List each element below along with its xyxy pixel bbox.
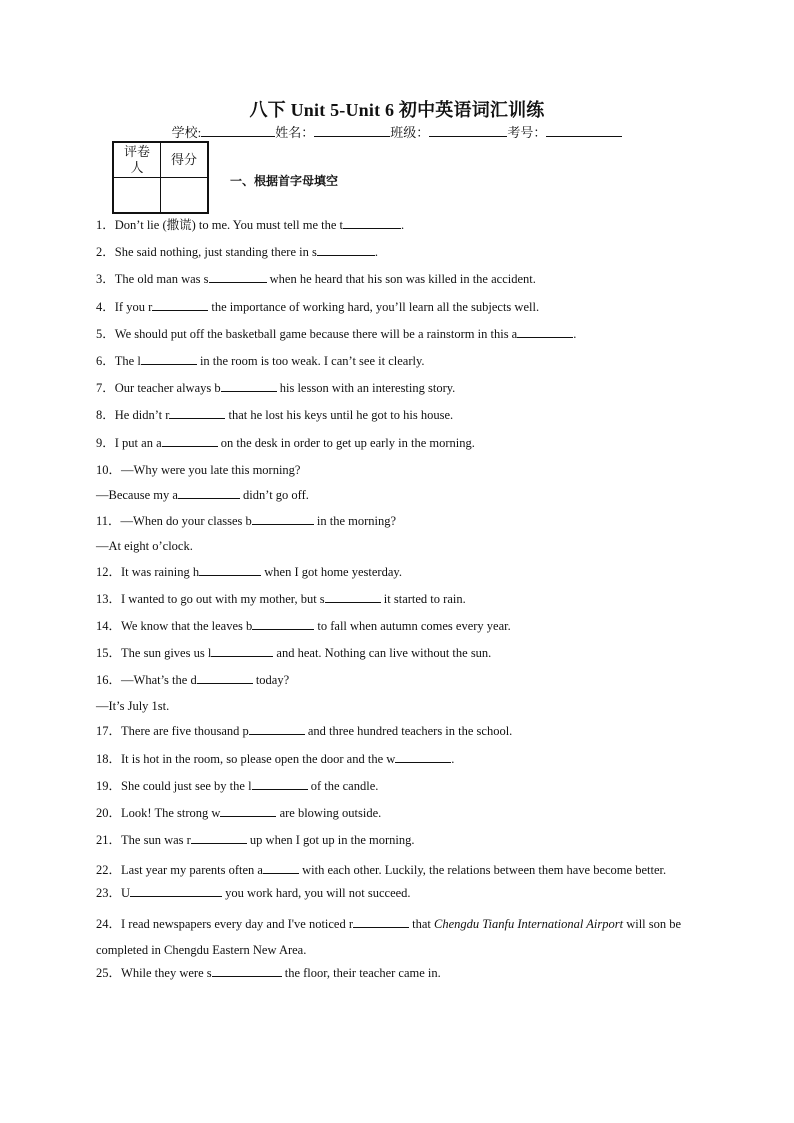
question-number: 20． bbox=[96, 806, 122, 820]
score-header: 得分 bbox=[161, 142, 209, 178]
question-number: 25． bbox=[96, 965, 122, 980]
question-text: If you r bbox=[114, 299, 153, 314]
grader-cell[interactable] bbox=[113, 178, 161, 214]
question-text-end: . bbox=[573, 326, 577, 341]
question-11 bbox=[96, 511, 706, 537]
question-text-end: it started to rain. bbox=[380, 591, 466, 606]
question-text-end: in the room is too weak. I can’t see it clearly. bbox=[196, 353, 425, 368]
question-text: It is hot in the room, so please open the door and the w bbox=[121, 751, 396, 766]
question-24 bbox=[96, 911, 706, 963]
class-label: 班级： bbox=[390, 125, 430, 140]
question-text: —Why were you late this morning? bbox=[121, 462, 301, 477]
question-number: 19． bbox=[96, 778, 122, 793]
question-number: 12． bbox=[96, 564, 122, 579]
answer-blank[interactable] bbox=[252, 777, 308, 790]
answer-blank[interactable] bbox=[197, 671, 253, 684]
question-text-end: the importance of working hard, you’ll learn all the subjects well. bbox=[208, 299, 540, 314]
question-text-end: didn’t go off. bbox=[239, 488, 309, 503]
section-title: 一、根据首字母填空 bbox=[230, 174, 339, 188]
question-number: 5． bbox=[96, 326, 115, 341]
answer-blank[interactable] bbox=[141, 352, 197, 365]
question-10-answer bbox=[96, 485, 706, 511]
question-25 bbox=[96, 963, 706, 990]
answer-blank[interactable] bbox=[169, 406, 225, 419]
answer-blank[interactable] bbox=[343, 216, 401, 229]
question-number: 15． bbox=[96, 646, 122, 661]
question-number: 3． bbox=[96, 272, 115, 287]
name-blank[interactable] bbox=[314, 124, 390, 137]
question-number: 21． bbox=[96, 833, 122, 848]
question-text: —It’s July 1st. bbox=[96, 698, 170, 713]
school-label: 学校: bbox=[171, 125, 202, 140]
question-text-end: . bbox=[374, 245, 378, 260]
page-title: 八下 Unit 5-Unit 6 初中英语词汇训练 bbox=[249, 100, 545, 120]
question-18 bbox=[96, 749, 706, 776]
question-text: I put an a bbox=[114, 435, 162, 450]
name-label: 姓名： bbox=[275, 125, 315, 140]
question-21 bbox=[96, 830, 706, 857]
answer-blank[interactable] bbox=[191, 831, 247, 844]
question-text-end: when he heard that his son was killed in the accident. bbox=[266, 272, 536, 287]
question-number: 9． bbox=[96, 435, 115, 450]
answer-blank[interactable] bbox=[252, 617, 314, 630]
question-10 bbox=[96, 460, 706, 486]
question-5 bbox=[96, 324, 706, 351]
question-text-end: and three hundred teachers in the school. bbox=[304, 724, 513, 739]
question-list bbox=[96, 215, 706, 990]
question-text: The l bbox=[114, 353, 141, 368]
answer-blank[interactable] bbox=[395, 750, 451, 763]
question-14 bbox=[96, 616, 706, 643]
question-number: 8． bbox=[96, 408, 115, 423]
question-4 bbox=[96, 297, 706, 324]
question-text-end: to fall when autumn comes every year. bbox=[314, 619, 511, 634]
question-text: It was raining h bbox=[121, 564, 200, 579]
question-text-end: on the desk in order to get up early in the morning. bbox=[217, 435, 475, 450]
question-text-end: and heat. Nothing can live without the sun. bbox=[273, 646, 492, 661]
airport-name: Chengdu Tianfu International Airport bbox=[434, 916, 624, 931]
question-text-end: up when I got up in the morning. bbox=[246, 833, 415, 848]
question-number: 10． bbox=[96, 462, 122, 477]
student-info-line bbox=[0, 122, 794, 141]
question-text: Our teacher always b bbox=[114, 381, 221, 396]
question-text: We should put off the basketball game because there will be a rainstorm in this a bbox=[114, 326, 518, 341]
question-16-answer bbox=[96, 696, 706, 722]
question-number: 11． bbox=[96, 513, 121, 528]
question-text-end: . bbox=[401, 218, 405, 232]
question-3 bbox=[96, 269, 706, 296]
question-text-end: of the candle. bbox=[307, 778, 379, 793]
question-text-end: are blowing outside. bbox=[276, 806, 382, 820]
question-text: Last year my parents often a bbox=[121, 863, 263, 878]
question-16 bbox=[96, 670, 706, 696]
question-text: She could just see by the l bbox=[121, 778, 252, 793]
question-6 bbox=[96, 351, 706, 378]
question-number: 6． bbox=[96, 353, 115, 368]
answer-blank[interactable] bbox=[263, 861, 299, 874]
question-text: —Because my a bbox=[96, 488, 178, 503]
question-17 bbox=[96, 721, 706, 748]
question-15 bbox=[96, 643, 706, 670]
question-19 bbox=[96, 776, 706, 803]
answer-blank[interactable] bbox=[199, 563, 261, 576]
question-text-end: that he lost his keys until he got to his house. bbox=[225, 408, 454, 423]
answer-blank[interactable] bbox=[220, 804, 276, 817]
question-text: Look! The strong w bbox=[121, 806, 221, 820]
question-text-end: the floor, their teacher came in. bbox=[281, 965, 441, 980]
question-text: I wanted to go out with my mother, but s bbox=[121, 591, 325, 606]
grader-header bbox=[113, 142, 161, 178]
question-11-answer bbox=[96, 536, 706, 562]
question-text: We know that the leaves b bbox=[121, 619, 253, 634]
question-7 bbox=[96, 378, 706, 405]
class-blank[interactable] bbox=[429, 124, 507, 137]
question-text-end: today? bbox=[252, 673, 290, 688]
answer-blank[interactable] bbox=[211, 644, 273, 657]
answer-blank[interactable] bbox=[152, 298, 208, 311]
question-text: —What’s the d bbox=[121, 673, 197, 688]
question-12 bbox=[96, 562, 706, 589]
question-text: She said nothing, just standing there in s bbox=[114, 245, 317, 260]
answer-blank[interactable] bbox=[353, 915, 409, 928]
question-text: While they were s bbox=[121, 965, 212, 980]
question-number: 13． bbox=[96, 591, 122, 606]
answer-blank[interactable] bbox=[162, 434, 218, 447]
question-1 bbox=[96, 215, 706, 242]
question-text-end: when I got home yesterday. bbox=[261, 564, 402, 579]
answer-blank[interactable] bbox=[317, 243, 375, 256]
question-13 bbox=[96, 589, 706, 616]
question-number: 7． bbox=[96, 381, 115, 396]
question-20 bbox=[96, 803, 706, 830]
school-blank[interactable] bbox=[201, 124, 275, 137]
question-text: There are five thousand p bbox=[121, 724, 249, 739]
question-text: —At eight o’clock. bbox=[96, 539, 193, 554]
answer-blank[interactable] bbox=[130, 884, 222, 897]
question-number: 17． bbox=[96, 724, 122, 739]
question-text: He didn’t r bbox=[114, 408, 170, 423]
answer-blank[interactable] bbox=[221, 379, 277, 392]
question-text-end: will son be completed in Chengdu Eastern New Area. bbox=[96, 916, 682, 957]
question-text: The sun gives us l bbox=[121, 646, 212, 661]
grader-label: 评卷人 bbox=[123, 144, 150, 175]
question-number: 1． bbox=[96, 218, 115, 232]
question-number: 23． bbox=[96, 886, 122, 901]
question-9 bbox=[96, 433, 706, 460]
question-number: 2． bbox=[96, 245, 115, 260]
question-text: U bbox=[121, 886, 131, 901]
question-text-end: you work hard, you will not succeed. bbox=[222, 886, 411, 901]
question-8 bbox=[96, 405, 706, 432]
question-2 bbox=[96, 242, 706, 269]
question-23 bbox=[96, 883, 706, 910]
score-table bbox=[112, 141, 209, 214]
question-number: 4． bbox=[96, 299, 115, 314]
answer-blank[interactable] bbox=[249, 722, 305, 735]
answer-blank[interactable] bbox=[212, 964, 282, 977]
question-text-end: with each other. Luckily, the relations between them have become better. bbox=[298, 863, 667, 878]
question-number: 14． bbox=[96, 619, 122, 634]
answer-blank[interactable] bbox=[252, 512, 314, 525]
score-cell[interactable] bbox=[161, 178, 209, 214]
question-text-end: in the morning? bbox=[313, 513, 397, 528]
question-number: 18． bbox=[96, 751, 122, 766]
answer-blank[interactable] bbox=[325, 590, 381, 603]
answer-blank[interactable] bbox=[178, 486, 240, 499]
exam-no-blank[interactable] bbox=[546, 124, 622, 137]
question-text: The old man was s bbox=[114, 272, 209, 287]
question-number: 16． bbox=[96, 673, 122, 688]
question-text-end: . bbox=[451, 751, 455, 766]
question-text-mid: that bbox=[409, 916, 435, 931]
answer-blank[interactable] bbox=[517, 325, 573, 338]
exam-no-label: 考号： bbox=[507, 125, 547, 140]
question-22 bbox=[96, 857, 706, 883]
question-text: I read newspapers every day and I've noticed r bbox=[121, 916, 354, 931]
question-number: 24． bbox=[96, 916, 122, 931]
question-text-end: his lesson with an interesting story. bbox=[276, 381, 456, 396]
answer-blank[interactable] bbox=[209, 270, 267, 283]
question-text: The sun was r bbox=[121, 833, 191, 848]
question-number: 22． bbox=[96, 863, 122, 878]
question-text: —When do your classes b bbox=[120, 513, 252, 528]
question-text: Don’t lie (撒谎) to me. You must tell me the t bbox=[114, 218, 343, 232]
